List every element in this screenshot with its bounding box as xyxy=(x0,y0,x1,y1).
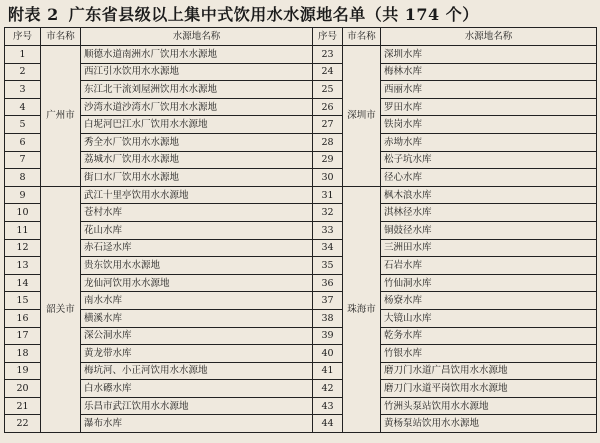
row-number: 20 xyxy=(5,380,41,398)
row-number: 31 xyxy=(313,186,343,204)
table-row xyxy=(5,133,597,151)
row-number: 5 xyxy=(5,116,41,134)
row-number: 32 xyxy=(313,204,343,222)
row-number: 15 xyxy=(5,292,41,310)
table-row xyxy=(5,239,597,257)
table-row xyxy=(5,415,597,433)
water-source-name: 竹仙洞水库 xyxy=(381,274,597,292)
water-source-name: 黄龙带水库 xyxy=(81,345,313,363)
row-number: 44 xyxy=(313,415,343,433)
row-number: 6 xyxy=(5,133,41,151)
water-source-name: 武江十里亭饮用水水源地 xyxy=(81,186,313,204)
table-row xyxy=(5,151,597,169)
city-name: 深圳市 xyxy=(343,46,381,187)
row-number: 7 xyxy=(5,151,41,169)
water-source-name: 瀑布水库 xyxy=(81,415,313,433)
table-row xyxy=(5,169,597,187)
row-number: 1 xyxy=(5,46,41,64)
table-row xyxy=(5,274,597,292)
page-title xyxy=(8,2,598,26)
water-source-name: 花山水库 xyxy=(81,221,313,239)
row-number: 42 xyxy=(313,380,343,398)
header-source-right: 水源地名称 xyxy=(381,28,597,46)
appendix-label: 附表 2 xyxy=(8,5,59,24)
water-source-name: 枫木浪水库 xyxy=(381,186,597,204)
water-source-name: 苍村水库 xyxy=(81,204,313,222)
row-number: 34 xyxy=(313,239,343,257)
city-name: 广州市 xyxy=(41,46,81,187)
water-source-name: 磨刀门水道广昌饮用水水源地 xyxy=(381,362,597,380)
row-number: 10 xyxy=(5,204,41,222)
water-source-name: 顺德水道南洲水厂饮用水水源地 xyxy=(81,46,313,64)
city-name: 韶关市 xyxy=(41,186,81,432)
water-source-name: 沙湾水道沙湾水厂饮用水水源地 xyxy=(81,98,313,116)
table-row xyxy=(5,257,597,275)
water-source-name: 杨寮水库 xyxy=(381,292,597,310)
water-source-name: 赤坳水库 xyxy=(381,133,597,151)
header-no-right: 序号 xyxy=(313,28,343,46)
water-source-name: 西江引水饮用水水源地 xyxy=(81,63,313,81)
row-number: 28 xyxy=(313,133,343,151)
water-source-name: 赤石迳水库 xyxy=(81,239,313,257)
table-row xyxy=(5,292,597,310)
table-row xyxy=(5,221,597,239)
water-source-table xyxy=(4,27,597,433)
row-number: 39 xyxy=(313,327,343,345)
table-row xyxy=(5,186,597,204)
row-number: 8 xyxy=(5,169,41,187)
water-source-name: 梅林水库 xyxy=(381,63,597,81)
water-source-name: 黄杨泵站饮用水水源地 xyxy=(381,415,597,433)
row-number: 30 xyxy=(313,169,343,187)
row-number: 16 xyxy=(5,309,41,327)
water-source-name: 竹银水库 xyxy=(381,345,597,363)
water-source-name: 深圳水库 xyxy=(381,46,597,64)
water-source-name: 龙仙河饮用水水源地 xyxy=(81,274,313,292)
table-row xyxy=(5,81,597,99)
water-source-name: 白坭河巴江水厂饮用水水源地 xyxy=(81,116,313,134)
table-row xyxy=(5,345,597,363)
header-source-left: 水源地名称 xyxy=(81,28,313,46)
water-source-name: 街口水厂饮用水水源地 xyxy=(81,169,313,187)
row-number: 21 xyxy=(5,397,41,415)
row-number: 33 xyxy=(313,221,343,239)
water-source-name: 竹洲头泵站饮用水水源地 xyxy=(381,397,597,415)
water-source-name: 径心水库 xyxy=(381,169,597,187)
water-source-name: 铜鼓径水库 xyxy=(381,221,597,239)
header-no-left: 序号 xyxy=(5,28,41,46)
row-number: 14 xyxy=(5,274,41,292)
header-city-left: 市名称 xyxy=(41,28,81,46)
water-source-name: 罗田水库 xyxy=(381,98,597,116)
water-source-name: 贵东饮用水水源地 xyxy=(81,257,313,275)
table-row xyxy=(5,309,597,327)
row-number: 17 xyxy=(5,327,41,345)
water-source-name: 南水水库 xyxy=(81,292,313,310)
water-source-name: 石岩水库 xyxy=(381,257,597,275)
row-number: 11 xyxy=(5,221,41,239)
water-source-name: 三洲田水库 xyxy=(381,239,597,257)
water-source-name: 乐昌市武江饮用水水源地 xyxy=(81,397,313,415)
row-number: 43 xyxy=(313,397,343,415)
row-number: 3 xyxy=(5,81,41,99)
row-number: 24 xyxy=(313,63,343,81)
row-number: 29 xyxy=(313,151,343,169)
row-number: 22 xyxy=(5,415,41,433)
row-number: 35 xyxy=(313,257,343,275)
row-number: 9 xyxy=(5,186,41,204)
city-name: 珠海市 xyxy=(343,186,381,432)
row-number: 27 xyxy=(313,116,343,134)
table-row xyxy=(5,98,597,116)
water-source-name: 深公洞水库 xyxy=(81,327,313,345)
row-number: 2 xyxy=(5,63,41,81)
water-source-name: 淇林径水库 xyxy=(381,204,597,222)
water-source-name: 松子坑水库 xyxy=(381,151,597,169)
title-text: 广东省县级以上集中式饮用水水源地名单（共 174 个） xyxy=(68,5,479,24)
water-source-name: 大镜山水库 xyxy=(381,309,597,327)
row-number: 19 xyxy=(5,362,41,380)
water-source-name: 西丽水库 xyxy=(381,81,597,99)
table-row xyxy=(5,380,597,398)
table-row xyxy=(5,63,597,81)
row-number: 36 xyxy=(313,274,343,292)
row-number: 40 xyxy=(313,345,343,363)
row-number: 13 xyxy=(5,257,41,275)
water-source-name: 白水礤水库 xyxy=(81,380,313,398)
row-number: 4 xyxy=(5,98,41,116)
row-number: 41 xyxy=(313,362,343,380)
table-row xyxy=(5,46,597,64)
row-number: 18 xyxy=(5,345,41,363)
table-row xyxy=(5,362,597,380)
row-number: 26 xyxy=(313,98,343,116)
water-source-name: 横溪水库 xyxy=(81,309,313,327)
water-source-name: 铁岗水库 xyxy=(381,116,597,134)
row-number: 12 xyxy=(5,239,41,257)
table-header-row xyxy=(5,28,597,46)
water-source-name: 乾务水库 xyxy=(381,327,597,345)
water-source-name: 梅坑河、小正河饮用水水源地 xyxy=(81,362,313,380)
table-row xyxy=(5,116,597,134)
row-number: 23 xyxy=(313,46,343,64)
row-number: 38 xyxy=(313,309,343,327)
row-number: 25 xyxy=(313,81,343,99)
water-source-name: 荔城水厂饮用水水源地 xyxy=(81,151,313,169)
table-row xyxy=(5,397,597,415)
water-source-name: 磨刀门水道平岗饮用水水源地 xyxy=(381,380,597,398)
table-row xyxy=(5,204,597,222)
water-source-name: 秀全水厂饮用水水源地 xyxy=(81,133,313,151)
table-body xyxy=(5,46,597,433)
header-city-right: 市名称 xyxy=(343,28,381,46)
table-row xyxy=(5,327,597,345)
water-source-name: 东江北干流刘屋洲饮用水水源地 xyxy=(81,81,313,99)
row-number: 37 xyxy=(313,292,343,310)
